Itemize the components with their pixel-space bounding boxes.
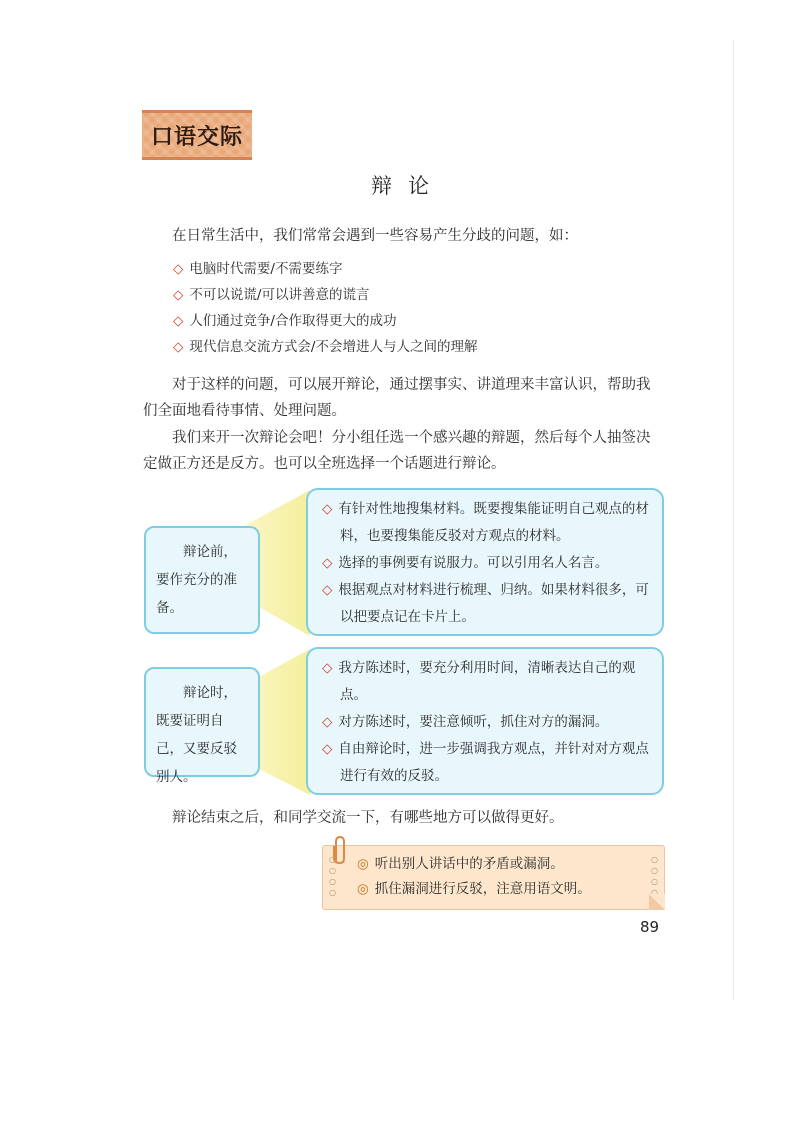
page-edge — [733, 40, 734, 1000]
diamond-icon: ◇ — [173, 261, 184, 277]
list-item: ◎ 听出别人讲话中的矛盾或漏洞。 — [357, 856, 564, 872]
diamond-icon: ◇ — [322, 582, 333, 598]
list-item: ◇ 选择的事例要有说服力。可以引用名人名言。 — [322, 555, 609, 571]
section-banner: 口语交际 — [142, 110, 252, 160]
during-debate-label: 辩论时，既要证明自己，又要反驳别人。 — [144, 667, 260, 777]
paragraph-1: 对于这样的问题，可以展开辩论，通过摆事实、讲道理来丰富认识，帮助我们全面地看待事情、处理问题。 — [143, 377, 651, 419]
bullseye-icon: ◎ — [357, 881, 369, 897]
debate-topic-list — [173, 256, 477, 360]
diamond-icon: ◇ — [322, 714, 333, 730]
during-debate-panel — [140, 647, 670, 797]
list-item: ◇ 我方陈述时，要充分利用时间，清晰表达自己的观点。 — [322, 660, 636, 703]
page-number: 89 — [640, 918, 660, 936]
list-item: ◇ 不可以说谎/可以讲善意的谎言 — [173, 287, 370, 303]
paragraph-2: 我们来开一次辩论会吧！分小组任选一个感兴趣的辩题，然后每个人抽签决定做正方还是反方。也可以全班选择一个话题进行辩论。 — [143, 430, 651, 472]
during-debate-tips — [306, 647, 664, 795]
page-fold — [649, 894, 665, 910]
diamond-icon: ◇ — [322, 660, 333, 676]
before-debate-label: 辩论前，要作充分的准备。 — [144, 526, 260, 634]
diamond-icon: ◇ — [173, 313, 184, 329]
diamond-icon: ◇ — [173, 287, 184, 303]
list-item: ◇ 电脑时代需要/不需要练字 — [173, 261, 343, 277]
diamond-icon: ◇ — [322, 555, 333, 571]
list-item: ◇ 对方陈述时，要注意倾听，抓住对方的漏洞。 — [322, 714, 609, 730]
binder-holes: ○ ○ ○ ○ — [329, 855, 336, 897]
list-item: ◇ 根据观点对材料进行梳理、归纳。如果材料很多，可以把要点记在卡片上。 — [322, 582, 649, 625]
intro-text: 在日常生活中，我们常常会遇到一些容易产生分歧的问题，如： — [172, 228, 578, 244]
list-item: ◇ 自由辩论时，进一步强调我方观点，并针对对方观点进行有效的反驳。 — [322, 741, 649, 784]
binder-holes: ○ ○ ○ ○ — [651, 855, 658, 897]
bullseye-icon: ◎ — [357, 856, 369, 872]
diamond-icon: ◇ — [322, 501, 333, 517]
closing-paragraph: 辩论结束之后，和同学交流一下，有哪些地方可以做得更好。 — [172, 810, 564, 826]
before-debate-tips — [306, 488, 664, 636]
list-item: ◎ 抓住漏洞进行反驳，注意用语文明。 — [357, 881, 591, 897]
paperclip-icon — [328, 834, 350, 866]
page-title: 辩论 — [371, 174, 445, 198]
tip-note-card — [322, 845, 665, 910]
list-item: ◇ 有针对性地搜集材料。既要搜集能证明自己观点的材料，也要搜集能反驳对方观点的材料。 — [322, 501, 649, 544]
before-debate-panel — [140, 488, 670, 638]
diamond-icon: ◇ — [173, 339, 184, 355]
intro-paragraph — [143, 223, 658, 249]
diamond-icon: ◇ — [322, 741, 333, 757]
list-item: ◇ 人们通过竞争/合作取得更大的成功 — [173, 313, 397, 329]
list-item: ◇ 现代信息交流方式会/不会增进人与人之间的理解 — [173, 339, 478, 355]
